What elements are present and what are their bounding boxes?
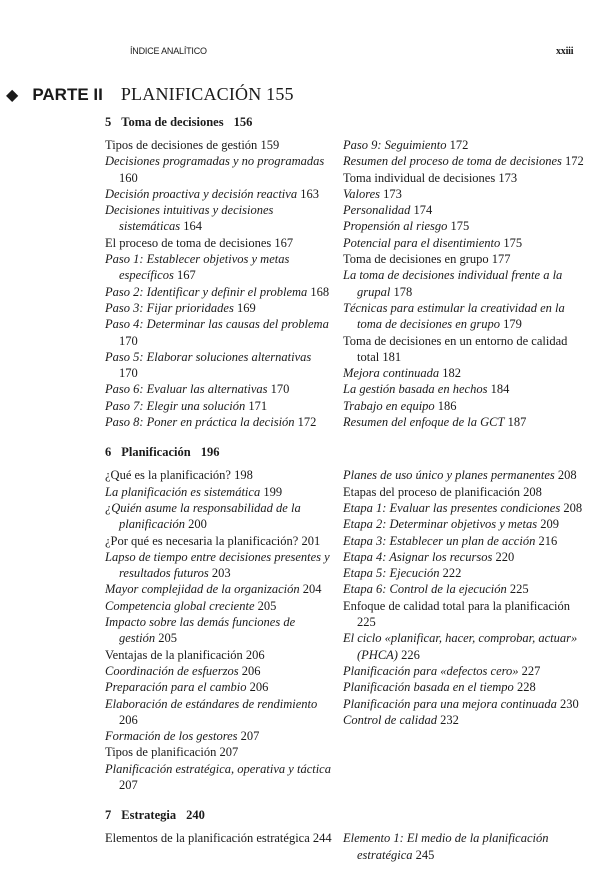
toc-entry-title: Mejora continuada [343, 366, 440, 381]
toc-entry-page: 173 [383, 186, 402, 201]
toc-entry-title: Etapa 5: Ejecución [343, 566, 440, 581]
chapter-title: Estrategia [121, 808, 177, 823]
toc-entry [105, 647, 333, 663]
toc-entry [343, 467, 588, 483]
toc-entry [105, 830, 333, 846]
toc-entry [343, 300, 588, 333]
toc-entry [105, 467, 333, 483]
toc-entry-title: Etapa 2: Determinar objetivos y metas [343, 517, 538, 532]
toc-column [105, 830, 333, 846]
toc-entry-title: Potencial para el disentimiento [343, 235, 501, 250]
toc-entry-page: 220 [495, 549, 515, 564]
toc-entry-page: 228 [516, 680, 536, 695]
toc-entry-title: Planificación estratégica, operativa y táctica [105, 761, 331, 776]
toc-entry-page: 201 [301, 533, 321, 548]
toc-entry-title: Planificación basada en el tiempo [343, 680, 514, 695]
toc-entry-page: 208 [563, 500, 583, 515]
toc-entry-page: 204 [302, 582, 322, 597]
toc-entry-page: 206 [241, 663, 261, 678]
toc-entry [105, 663, 333, 679]
toc-entry [343, 153, 588, 169]
toc-entry-page: 159 [260, 138, 280, 152]
toc-entry [105, 235, 333, 251]
toc-entry [343, 500, 588, 516]
toc-entry-title: Control de calidad [343, 712, 437, 727]
toc-entry [105, 581, 333, 597]
toc-column [343, 137, 588, 430]
toc-entry-page: 207 [119, 777, 138, 792]
toc-entry-page: 245 [415, 847, 435, 862]
toc-entry-page: 172 [565, 154, 584, 169]
toc-entry-title: Etapa 1: Evaluar las presentes condiciones [343, 500, 561, 515]
toc-entry-title: ¿Quién asume la responsabilidad de la planificación [105, 500, 301, 532]
toc-entry-page: 169 [236, 300, 256, 315]
toc-entry-page: 206 [119, 712, 138, 727]
chapter-page: 156 [233, 115, 253, 129]
toc-entry-page: 198 [234, 468, 253, 483]
part-title: PLANIFICACIÓN 155 [120, 84, 294, 104]
toc-entry [105, 349, 333, 382]
toc-entry-page: 173 [498, 170, 518, 185]
toc-column [343, 830, 588, 863]
toc-entry [343, 267, 588, 300]
toc-entry-title: Paso 9: Seguimiento [343, 138, 447, 152]
chapter-number: 5 [105, 115, 112, 129]
toc-entry-page: 170 [119, 333, 138, 348]
toc-content [105, 114, 590, 877]
toc-entry-page: 174 [413, 203, 433, 218]
toc-entry-title: Paso 8: Poner en práctica la decisión [105, 415, 295, 430]
toc-entry-page: 199 [263, 484, 283, 499]
toc-entry-title: El ciclo «planificar, hacer, comprobar, actuar» (PHCA) [343, 631, 578, 662]
toc-entry-title: Toma individual de decisiones [343, 170, 496, 185]
toc-entry [105, 728, 333, 744]
toc-entry-page: 181 [382, 349, 402, 364]
toc-column [105, 137, 333, 430]
toc-entry-title: Trabajo en equipo [343, 398, 435, 413]
toc-entry [343, 414, 588, 430]
toc-entry-page: 167 [176, 268, 196, 283]
toc-entry [105, 761, 333, 794]
toc-entry-title: Resumen del enfoque de la GCT [343, 415, 505, 430]
toc-entry-title: Ventajas de la planificación [105, 647, 243, 662]
toc-entry-title: Formación de los gestores [105, 729, 238, 744]
toc-entry [343, 170, 588, 186]
toc-entry [343, 398, 588, 414]
toc-entry-page: 207 [240, 729, 260, 744]
toc-entry [343, 365, 588, 381]
toc-entry [343, 516, 588, 532]
chapter-section [105, 807, 590, 863]
toc-entry [105, 696, 333, 729]
toc-entry [343, 581, 588, 597]
toc-entry-page: 222 [442, 566, 462, 581]
toc-entry-title: Valores [343, 186, 381, 201]
chapter-section [105, 114, 590, 430]
toc-entry-title: Decisión proactiva y decisión reactiva [105, 186, 298, 201]
toc-entry [105, 414, 333, 430]
toc-entry-title: Preparación para el cambio [105, 680, 247, 695]
toc-entry [343, 333, 588, 366]
toc-entry-title: Propensión al riesgo [343, 219, 448, 234]
toc-entry-title: Elemento 1: El medio de la planificación estratégica [343, 831, 549, 862]
toc-entry-title: Paso 7: Elegir una solución [105, 398, 246, 413]
toc-entry-page: 178 [393, 284, 413, 299]
toc-entry-title: Tipos de planificación [105, 745, 217, 760]
toc-entry-page: 168 [310, 284, 330, 299]
toc-entry-page: 205 [158, 631, 177, 646]
toc-entry-page: 172 [297, 415, 317, 430]
toc-entry-title: Lapso de tiempo entre decisiones presentes y resultados futuros [105, 549, 330, 581]
toc-entry [343, 235, 588, 251]
toc-entry-page: 175 [450, 219, 470, 234]
toc-entry [343, 630, 588, 663]
toc-entry-title: ¿Qué es la planificación? [105, 468, 231, 483]
toc-entry-page: 175 [503, 235, 523, 250]
toc-entry-page: 225 [357, 615, 376, 630]
toc-entry [343, 218, 588, 234]
toc-entry-title: Toma de decisiones en grupo [343, 252, 489, 267]
toc-entry-title: Paso 4: Determinar las causas del problema [105, 317, 329, 332]
toc-entry-title: Planes de uso único y planes permanentes [343, 468, 555, 483]
toc-entry-page: 179 [503, 317, 522, 332]
toc-entry-title: Elaboración de estándares de rendimiento [105, 696, 318, 711]
toc-entry-page: 170 [270, 382, 290, 397]
toc-entry-page: 226 [401, 647, 420, 662]
toc-entry-title: La planificación es sistemática [105, 484, 261, 499]
toc-entry [105, 614, 333, 647]
toc-entry [105, 137, 333, 153]
toc-entry [105, 744, 333, 760]
toc-entry [343, 663, 588, 679]
toc-entry-page: 206 [245, 647, 265, 662]
toc-entry [105, 186, 333, 202]
toc-entry-title: El proceso de toma de decisiones [105, 235, 272, 250]
chapter-title: Toma de decisiones [121, 115, 224, 129]
toc-entry-title: ¿Por qué es necesaria la planificación? [105, 533, 299, 548]
toc-entry [105, 484, 333, 500]
toc-entry [105, 398, 333, 414]
toc-entry [343, 549, 588, 565]
toc-entry-title: Mayor complejidad de la organización [105, 582, 300, 597]
toc-entry-page: 170 [119, 366, 138, 381]
toc-entry-title: La toma de decisiones individual frente a la grupal [343, 268, 563, 299]
chapter-heading [105, 807, 590, 823]
part-label: PARTE II [32, 85, 103, 104]
toc-entry-page: 209 [540, 517, 559, 532]
toc-entry [105, 300, 333, 316]
toc-column [105, 467, 333, 793]
diamond-bullet-icon: ◆ [6, 87, 19, 104]
toc-entry-title: La gestión basada en hechos [343, 382, 488, 397]
toc-entry [343, 533, 588, 549]
toc-entry [343, 830, 588, 863]
page-number: xxiii [556, 46, 574, 57]
toc-entry [343, 381, 588, 397]
toc-entry-title: Elementos de la planificación estratégica [105, 831, 310, 846]
chapter-section [105, 444, 590, 793]
toc-entry [343, 679, 588, 695]
toc-entry [105, 202, 333, 235]
toc-entry [343, 484, 588, 500]
toc-entry-page: 164 [183, 219, 202, 234]
toc-entry-title: Tipos de decisiones de gestión [105, 138, 258, 152]
toc-entry-title: Planificación para «defectos cero» [343, 663, 519, 678]
toc-entry [343, 251, 588, 267]
toc-entry-title: Etapa 6: Control de la ejecución [343, 582, 507, 597]
toc-entry [105, 251, 333, 284]
toc-entry-title: Impacto sobre las demás funciones de gestión [105, 615, 296, 646]
toc-entry-page: 227 [521, 663, 541, 678]
chapter-heading [105, 114, 590, 130]
toc-entry-page: 160 [119, 170, 138, 185]
toc-entry [105, 284, 333, 300]
toc-entry-title: Etapas del proceso de planificación [343, 484, 521, 499]
toc-entry-page: 244 [312, 831, 332, 846]
toc-entry-title: Personalidad [343, 203, 411, 218]
toc-entry-page: 216 [538, 533, 558, 548]
toc-entry-title: Etapa 3: Establecer un plan de acción [343, 533, 536, 548]
toc-entry-page: 184 [490, 382, 510, 397]
toc-entry-title: Toma de decisiones en un entorno de calidad total [343, 333, 568, 364]
toc-entry [343, 565, 588, 581]
toc-entry [105, 679, 333, 695]
toc-entry [105, 500, 333, 533]
toc-entry [343, 202, 588, 218]
toc-entry-page: 225 [509, 582, 529, 597]
toc-entry-page: 206 [249, 680, 269, 695]
toc-entry-page: 232 [440, 712, 459, 727]
toc-entry-title: Planificación para una mejora continuada [343, 696, 557, 711]
toc-entry-title: Paso 3: Fijar prioridades [105, 300, 234, 315]
toc-entry [105, 153, 333, 186]
toc-entry-page: 230 [560, 696, 579, 711]
toc-entry-page: 186 [437, 398, 457, 413]
part-heading [6, 84, 294, 105]
toc-entry-page: 208 [523, 484, 542, 499]
toc-entry-page: 182 [442, 366, 462, 381]
toc-entry [343, 712, 588, 728]
toc-entry-page: 203 [211, 566, 231, 581]
chapter-page: 240 [186, 808, 205, 823]
toc-entry [343, 186, 588, 202]
toc-entry-page: 207 [219, 745, 239, 760]
toc-entry-title: Enfoque de calidad total para la planificación [343, 598, 570, 613]
toc-entry-title: Resumen del proceso de toma de decisiones [343, 154, 562, 169]
toc-entry-title: Etapa 4: Asignar los recursos [343, 549, 493, 564]
toc-column [343, 467, 588, 728]
toc-entry [105, 549, 333, 582]
running-header: ÍNDICE ANALÍTICO [130, 46, 207, 56]
toc-entry [105, 598, 333, 614]
toc-entry-page: 187 [507, 415, 527, 430]
toc-entry [343, 137, 588, 153]
toc-entry [105, 316, 333, 349]
toc-entry-title: Paso 5: Elaborar soluciones alternativas [105, 349, 312, 364]
toc-entry-title: Paso 6: Evaluar las alternativas [105, 382, 268, 397]
toc-entry [343, 598, 588, 631]
toc-entry-title: Técnicas para estimular la creatividad en la toma de decisiones en grupo [343, 300, 565, 332]
toc-entry-title: Decisiones programadas y no programadas [105, 154, 325, 169]
chapter-title: Planificación [121, 445, 191, 460]
toc-entry [343, 696, 588, 712]
toc-entry-title: Competencia global creciente [105, 598, 255, 613]
chapter-heading [105, 444, 590, 460]
chapter-number: 6 [105, 445, 112, 460]
chapter-number: 7 [105, 808, 112, 823]
toc-entry-page: 177 [491, 252, 511, 267]
toc-entry-page: 171 [248, 398, 268, 413]
toc-entry-page: 172 [449, 138, 469, 152]
toc-entry-title: Paso 1: Establecer objetivos y metas específicos [105, 252, 290, 283]
toc-entry-page: 205 [257, 598, 277, 613]
toc-entry-page: 163 [300, 186, 319, 201]
toc-entry-page: 208 [557, 468, 577, 483]
toc-entry-title: Decisiones intuitivas y decisiones sistemáticas [105, 203, 274, 234]
toc-entry [105, 381, 333, 397]
toc-entry-title: Coordinación de esfuerzos [105, 663, 239, 678]
toc-entry-page: 200 [188, 517, 207, 532]
toc-entry [105, 533, 333, 549]
toc-entry-title: Paso 2: Identificar y definir el problema [105, 284, 308, 299]
toc-entry-page: 167 [274, 235, 294, 250]
chapter-page: 196 [200, 445, 220, 460]
